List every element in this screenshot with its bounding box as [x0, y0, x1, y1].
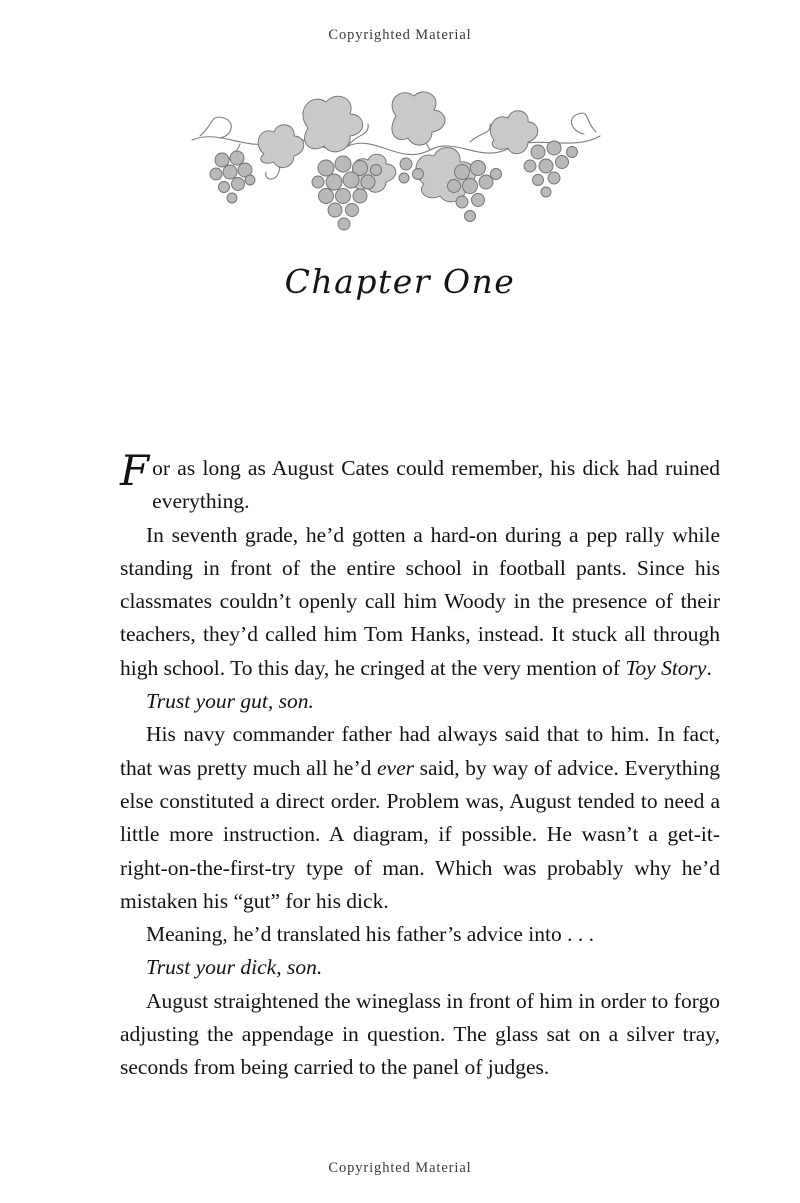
drop-cap: F	[120, 446, 150, 495]
body-paragraph	[120, 985, 720, 1085]
italic-text-run: ever	[377, 755, 415, 780]
grapevine-ornament	[180, 88, 620, 258]
text-run: His navy commander father had always said that to him. In fact, that was pretty much all he’d	[120, 722, 720, 780]
italic-text-run: Trust your gut, son.	[146, 689, 314, 714]
body-paragraph	[120, 685, 720, 718]
chapter-body-text	[120, 446, 720, 1085]
text-run: said, by way of advice. Everything else constituted a direct order. Problem was, August tended to need a little more instruction. A diagram, if possible. He wasn’t a get-it-right-on-the-first-try type of man. Which was probably why he’d mistaken his “gut” for his dick.	[120, 755, 720, 913]
text-run: or as long as August Cates could remember, his dick had ruined everything.	[152, 456, 720, 514]
body-paragraph	[120, 951, 720, 984]
watermark-top: Copyrighted Material	[328, 27, 472, 43]
body-paragraph	[120, 718, 720, 918]
watermark-bottom: Copyrighted Material	[328, 1160, 472, 1176]
text-run: In seventh grade, he’d gotten a hard-on during a pep rally while standing in front of the entire school in football pants. Since his classmates couldn’t openly call him Woody in the presence of their teachers, they’d called him Tom Hanks, instead. It stuck all through high school. To this day, he cringed at the very mention of	[120, 522, 720, 680]
text-run: Meaning, he’d translated his father’s advice into . . .	[146, 922, 594, 947]
italic-text-run: Toy Story	[625, 655, 707, 680]
italic-text-run: Trust your dick, son.	[146, 955, 323, 980]
chapter-title: Chapter One	[284, 262, 516, 301]
text-run: August straightened the wineglass in front of him in order to forgo adjusting the appendage in question. The glass sat on a silver tray, seconds from being carried to the panel of judges.	[120, 988, 720, 1080]
text-run: .	[706, 655, 712, 680]
body-paragraph	[120, 446, 720, 519]
body-paragraph	[120, 519, 720, 685]
body-paragraph	[120, 918, 720, 951]
